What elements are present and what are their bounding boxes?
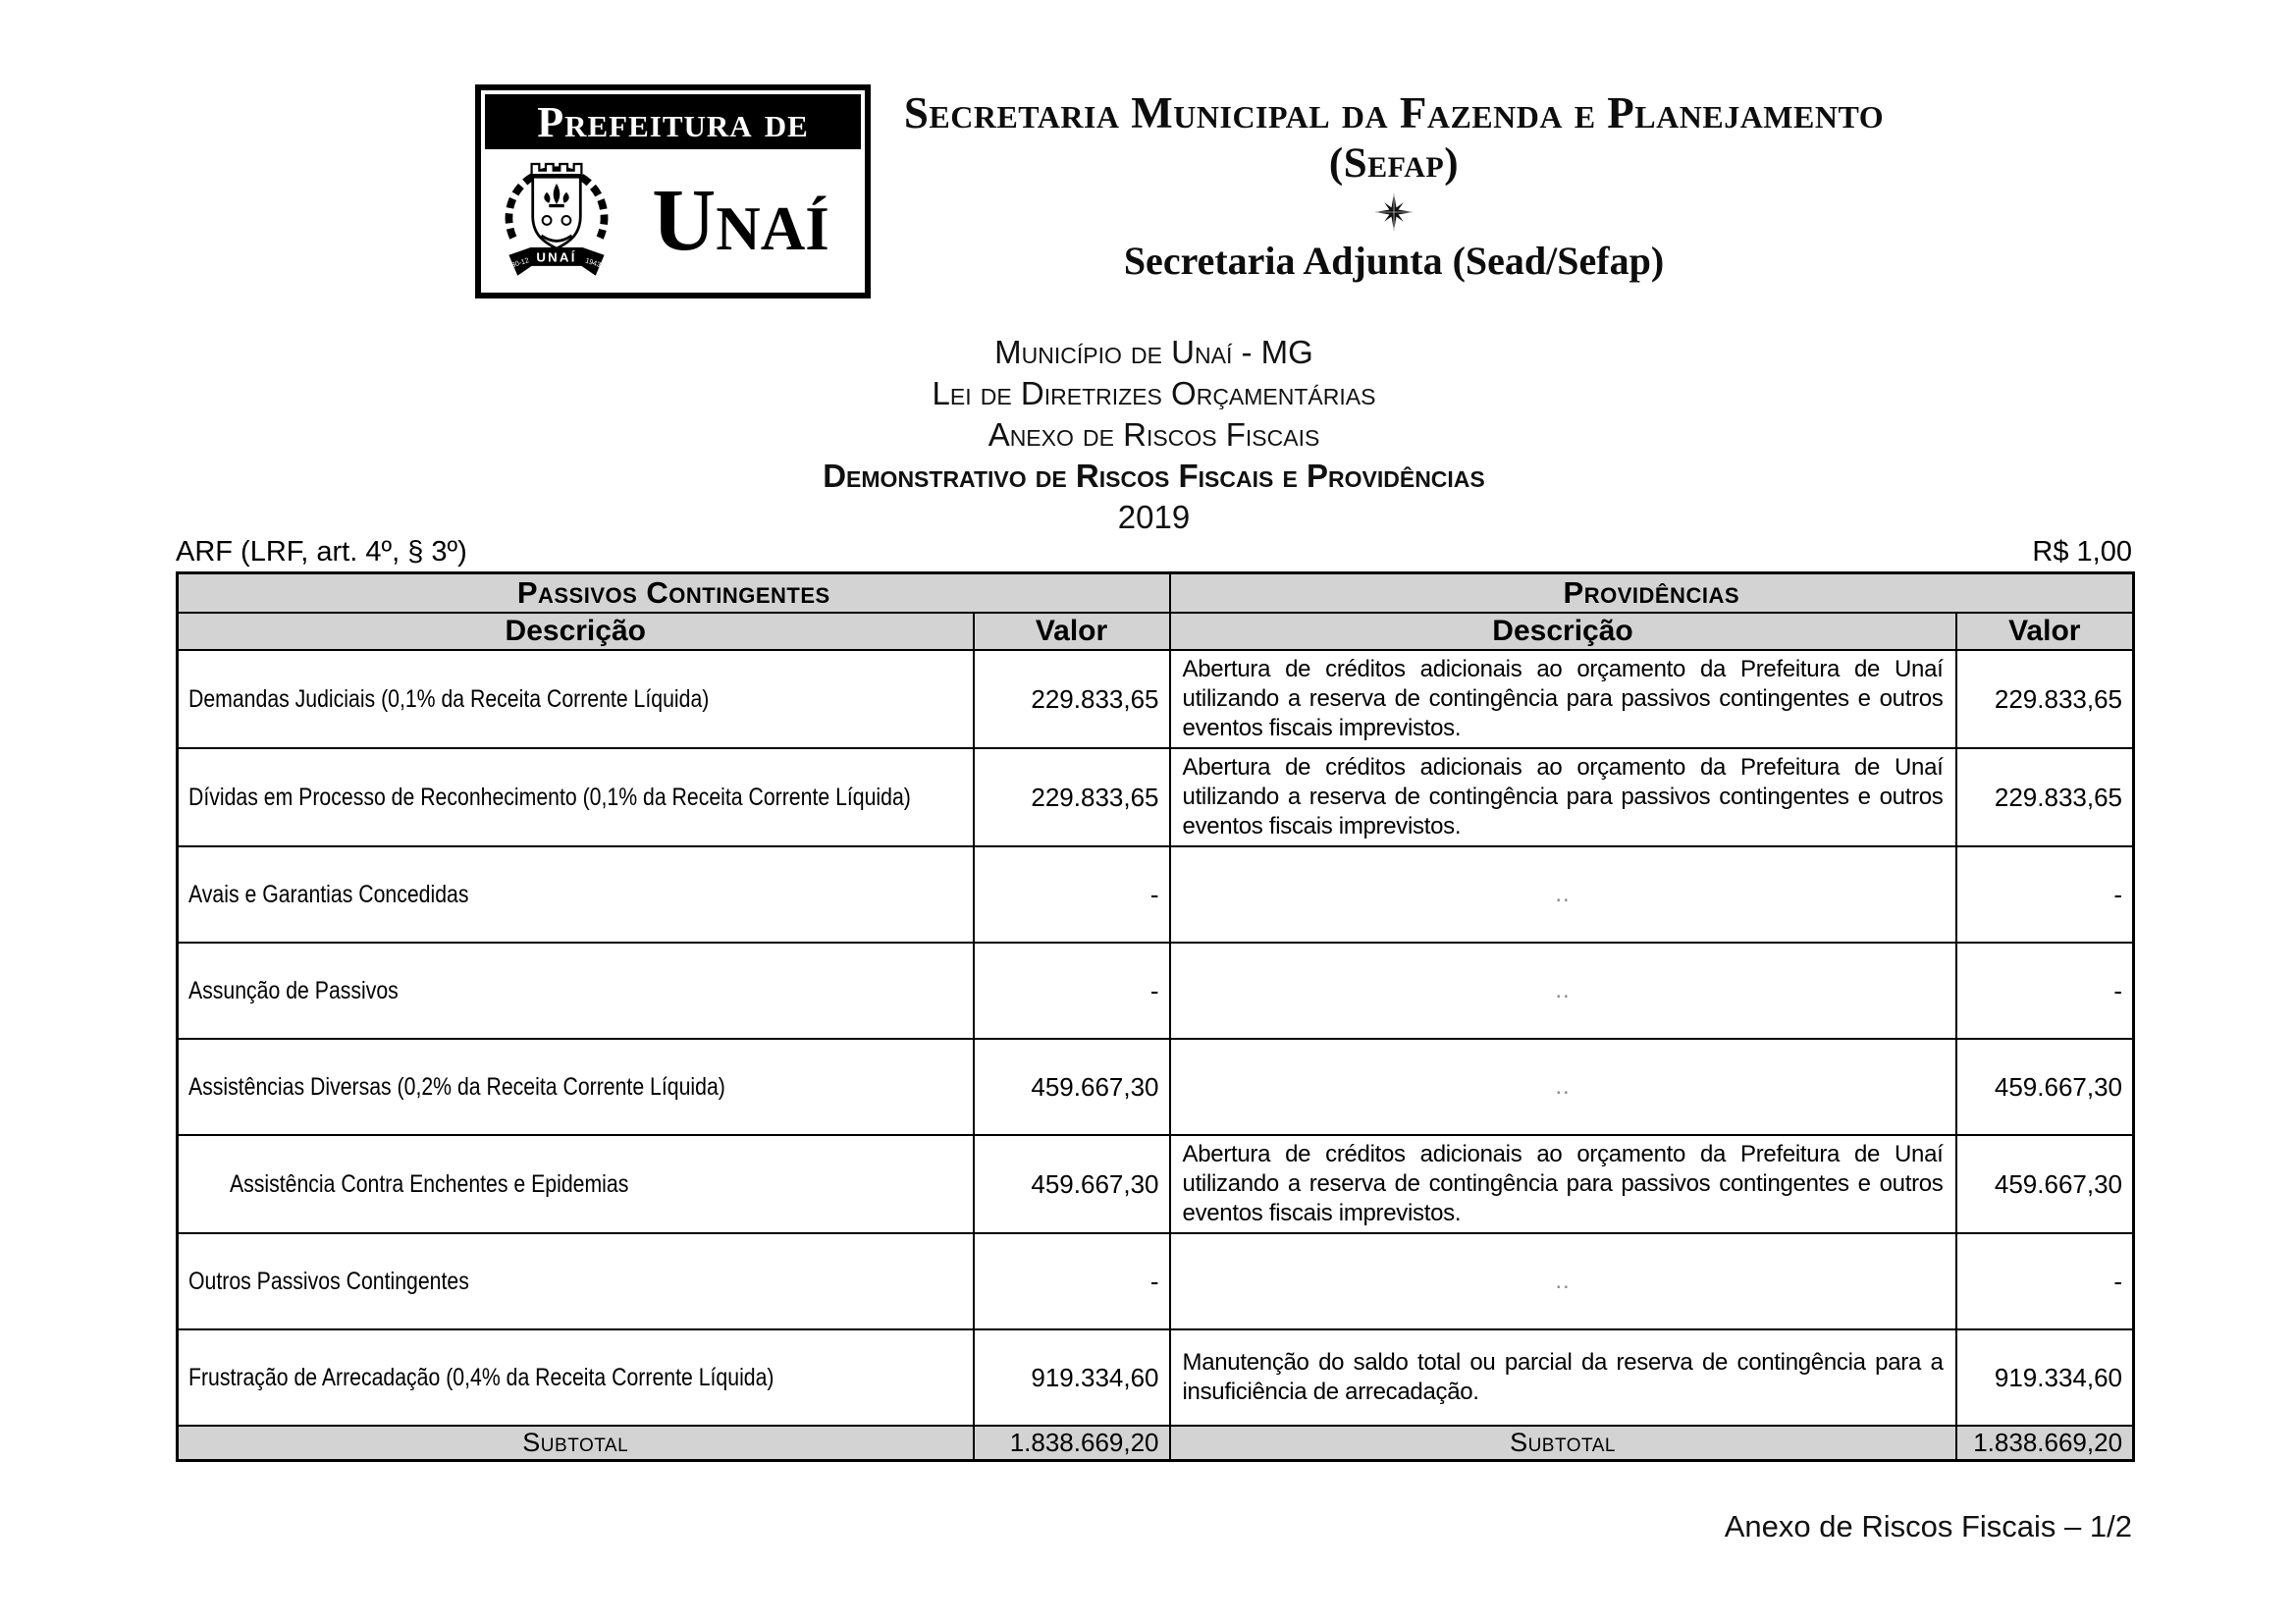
- table-row: [178, 1039, 2134, 1135]
- passivo-desc-cell: Outros Passivos Contingentes: [178, 1233, 974, 1329]
- passivo-valor-cell: -: [974, 943, 1170, 1039]
- passivo-desc-cell: Avais e Garantias Concedidas: [178, 846, 974, 943]
- column-header-row: [178, 613, 2134, 650]
- meta-row: [176, 536, 2132, 568]
- providencia-desc-cell: Abertura de créditos adicionais ao orçamento da Prefeitura de Unaí utilizando a reserva de contingência para passivos contingentes e outros eventos fiscais imprevistos.: [1170, 1135, 1956, 1233]
- year-label: 2019: [1117, 499, 1191, 535]
- table-row: [178, 1329, 2134, 1426]
- descricao-header-left: Descrição: [178, 613, 974, 650]
- table-row: [178, 943, 2134, 1039]
- providencia-valor-cell: -: [1956, 846, 2134, 943]
- currency-unit: R$ 1,00: [2032, 535, 2132, 568]
- adjunct-secretariat-subtitle: Secretaria Adjunta (Sead/Sefap): [1123, 239, 1665, 283]
- providencia-desc-cell: ..: [1170, 1039, 1956, 1135]
- logo-bottom-area: [485, 153, 861, 289]
- descricao-header-right: Descrição: [1170, 613, 1956, 650]
- providencia-desc-cell: Abertura de créditos adicionais ao orçamento da Prefeitura de Unaí utilizando a reserva de contingência para passivos contingentes e outros eventos fiscais imprevistos.: [1170, 650, 1956, 748]
- decorative-star-icon: [844, 189, 1944, 236]
- valor-header-left: Valor: [974, 613, 1170, 650]
- passivo-desc-cell: Assunção de Passivos: [178, 943, 974, 1039]
- passivo-valor-cell: 459.667,30: [974, 1135, 1170, 1233]
- arf-reference: ARF (LRF, art. 4º, § 3º): [176, 535, 467, 568]
- providencia-valor-cell: -: [1956, 1233, 2134, 1329]
- providencia-valor-cell: 459.667,30: [1956, 1135, 2134, 1233]
- secretariat-title: Secretaria Municipal da Fazenda e Planejamento: [903, 88, 1885, 137]
- providencia-valor-cell: 459.667,30: [1956, 1039, 2134, 1135]
- passivos-contingentes-group-header: Passivos Contingentes: [178, 573, 1170, 614]
- svg-text:1943: 1943: [584, 256, 602, 270]
- valor-header-right: Valor: [1956, 613, 2134, 650]
- providencia-valor-cell: 919.334,60: [1956, 1329, 2134, 1426]
- subtotal-value-right: 1.838.669,20: [1956, 1426, 2134, 1461]
- passivo-valor-cell: 459.667,30: [974, 1039, 1170, 1135]
- passivo-valor-cell: 919.334,60: [974, 1329, 1170, 1426]
- subtotal-label-right: Subtotal: [1170, 1426, 1956, 1461]
- svg-text:UNAÍ: UNAÍ: [536, 249, 577, 265]
- providencia-valor-cell: 229.833,65: [1956, 748, 2134, 846]
- providencia-desc-cell: ..: [1170, 1233, 1956, 1329]
- passivo-desc-cell: Assistência Contra Enchentes e Epidemias: [178, 1135, 974, 1233]
- municipality-logo: [475, 84, 871, 298]
- passivo-desc-cell: Dívidas em Processo de Reconhecimento (0,1% da Receita Corrente Líquida): [178, 748, 974, 846]
- passivo-desc-cell: Assistências Diversas (0,2% da Receita Corrente Líquida): [178, 1039, 974, 1135]
- subtotal-label-left: Subtotal: [178, 1426, 974, 1461]
- table-row: [178, 1233, 2134, 1329]
- passivo-valor-cell: 229.833,65: [974, 748, 1170, 846]
- statement-title: Demonstrativo de Riscos Fiscais e Providências: [823, 458, 1485, 494]
- subtotal-row: [178, 1426, 2134, 1461]
- annex-line: Anexo de Riscos Fiscais: [988, 416, 1320, 453]
- passivo-valor-cell: -: [974, 846, 1170, 943]
- passivo-desc-cell: Demandas Judiciais (0,1% da Receita Corrente Líquida): [178, 650, 974, 748]
- page-footer-label: Anexo de Riscos Fiscais – 1/2: [1724, 1509, 2132, 1543]
- providencia-desc-cell: ..: [1170, 846, 1956, 943]
- providencia-desc-cell: Abertura de créditos adicionais ao orçamento da Prefeitura de Unaí utilizando a reserva de contingência para passivos contingentes e outros eventos fiscais imprevistos.: [1170, 748, 1956, 846]
- providencia-valor-cell: -: [1956, 943, 2134, 1039]
- logo-city-name: Unaí: [652, 172, 829, 269]
- municipality-line: Município de Unaí - MG: [994, 334, 1313, 370]
- unai-coat-of-arms-icon: [487, 153, 626, 289]
- passivo-desc-cell: Frustração de Arrecadação (0,4% da Receita Corrente Líquida): [178, 1329, 974, 1426]
- passivo-valor-cell: -: [974, 1233, 1170, 1329]
- law-line: Lei de Diretrizes Orçamentárias: [932, 375, 1376, 411]
- table-row: [178, 650, 2134, 748]
- subtotal-value-left: 1.838.669,20: [974, 1426, 1170, 1461]
- document-title-block: [176, 332, 2132, 538]
- svg-text:30-12: 30-12: [510, 256, 530, 270]
- table-row: [178, 748, 2134, 846]
- providencia-desc-cell: Manutenção do saldo total ou parcial da reserva de contingência para a insuficiência de arrecadação.: [1170, 1329, 1956, 1426]
- table-row: [178, 1135, 2134, 1233]
- group-header-row: [178, 573, 2134, 614]
- passivo-valor-cell: 229.833,65: [974, 650, 1170, 748]
- secretariat-header: [844, 86, 1944, 287]
- providencias-group-header: Providências: [1170, 573, 2134, 614]
- logo-prefeitura-label: Prefeitura de: [485, 94, 861, 149]
- providencia-valor-cell: 229.833,65: [1956, 650, 2134, 748]
- secretariat-acronym: (Sefap): [1328, 140, 1460, 187]
- providencia-desc-cell: ..: [1170, 943, 1956, 1039]
- fiscal-risks-table: [176, 571, 2135, 1462]
- table-row: [178, 846, 2134, 943]
